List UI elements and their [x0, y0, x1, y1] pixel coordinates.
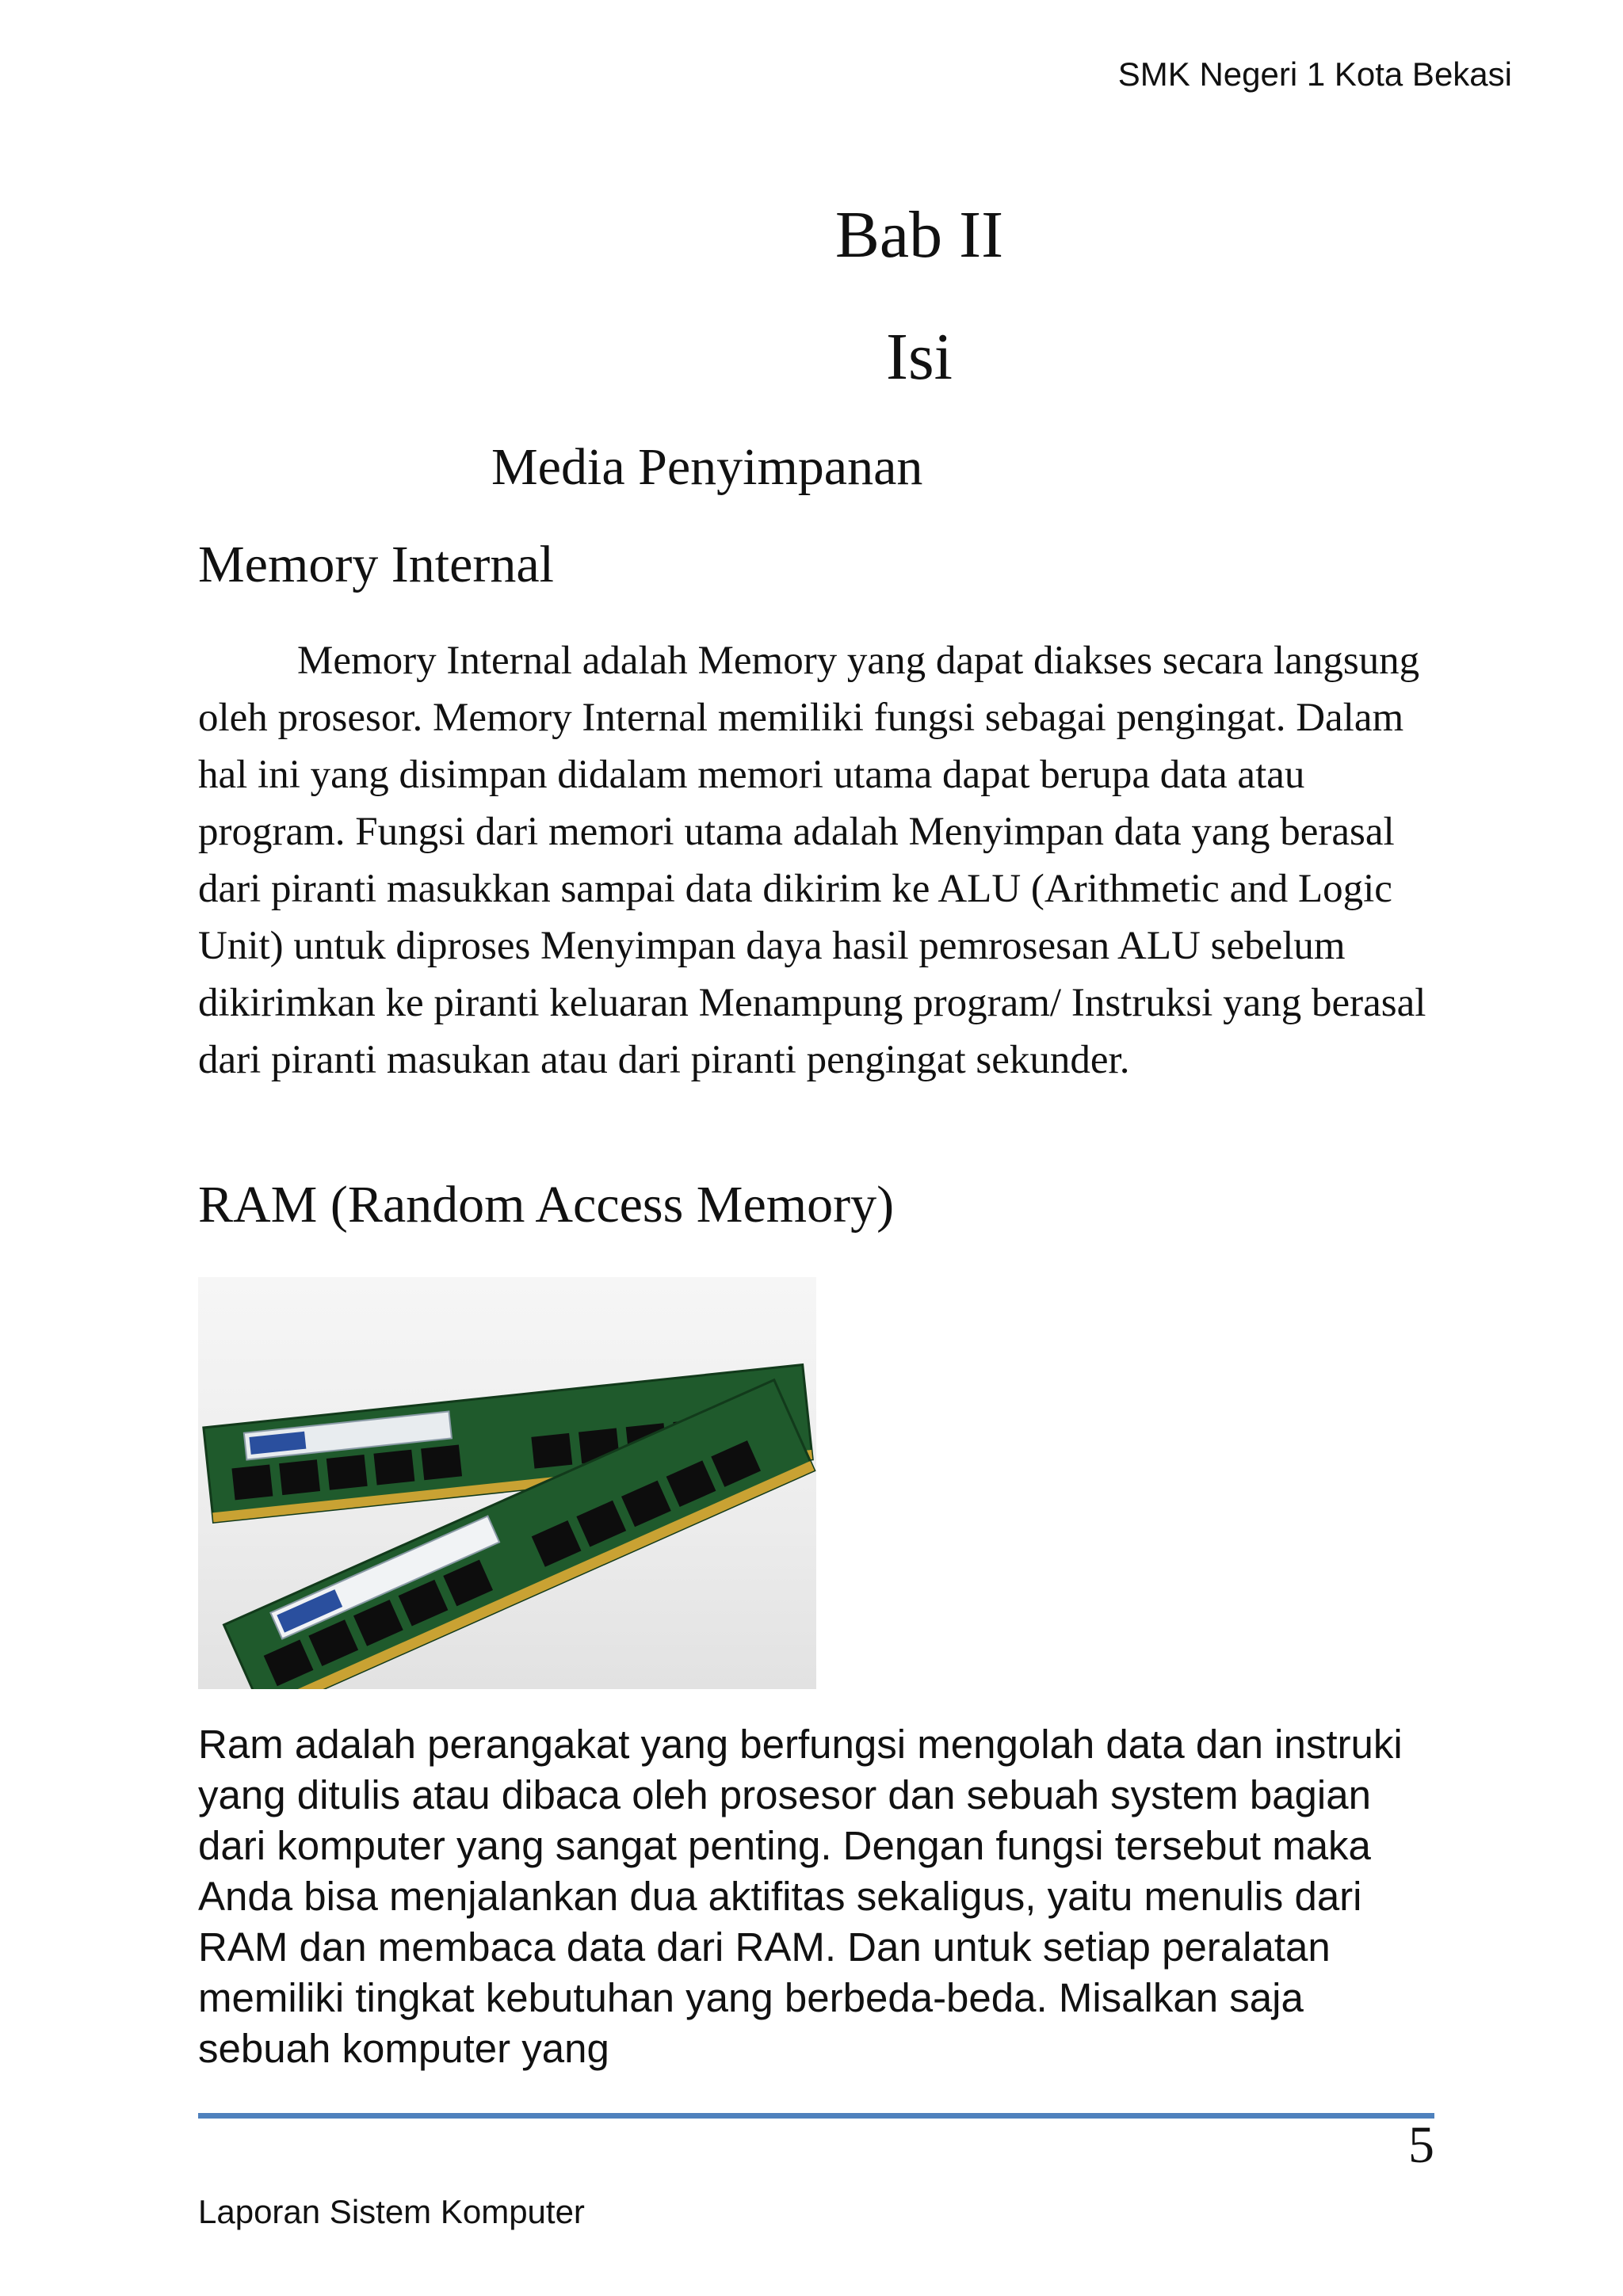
- section-title: Media Penyimpanan: [491, 438, 923, 496]
- header-school-name: SMK Negeri 1 Kota Bekasi: [1117, 55, 1512, 93]
- memory-internal-heading: Memory Internal: [198, 536, 555, 593]
- chapter-subtitle: Isi: [886, 320, 953, 394]
- footer-report-title: Laporan Sistem Komputer: [198, 2193, 585, 2230]
- ram-paragraph: Ram adalah perangakat yang berfungsi mengolah data dan instruki yang ditulis atau dibaca oleh prosesor dan sebuah system bagian dari komputer yang sangat penting. Dengan fungsi tersebut maka Anda bisa menjalankan dua aktifitas sekaligus, yaitu menulis dari RAM dan membaca data dari RAM. Dan untuk setiap peralatan memiliki tingkat kebutuhan yang berbeda-beda. Misalkan saja sebuah komputer yang: [198, 1722, 1403, 2071]
- memory-internal-paragraph: [198, 632, 1434, 1089]
- ram-module-photo: [198, 1277, 816, 1689]
- chapter-title: Bab II: [834, 198, 1004, 272]
- memory-internal-text: Memory Internal adalah Memory yang dapat diakses secara langsung oleh prosesor. Memory Internal memiliki fungsi sebagai pengingat. Dalam hal ini yang disimpan didalam memori utama dapat berupa data atau program. Fungsi dari memori utama adalah Menyimpan data yang berasal dari piranti masukkan sampai data dikirim ke ALU (Arithmetic and Logic Unit) untuk diproses Menyimpan daya hasil pemrosesan ALU sebelum dikirimkan ke piranti keluaran Menampung program/ Instruksi yang berasal dari piranti masukan atau dari piranti pengingat sekunder.: [198, 639, 1426, 1082]
- ram-modules-illustration: [198, 1277, 816, 1689]
- footer-divider: [198, 2113, 1434, 2119]
- ram-heading: RAM (Random Access Memory): [198, 1176, 895, 1234]
- page-number: 5: [1408, 2116, 1434, 2174]
